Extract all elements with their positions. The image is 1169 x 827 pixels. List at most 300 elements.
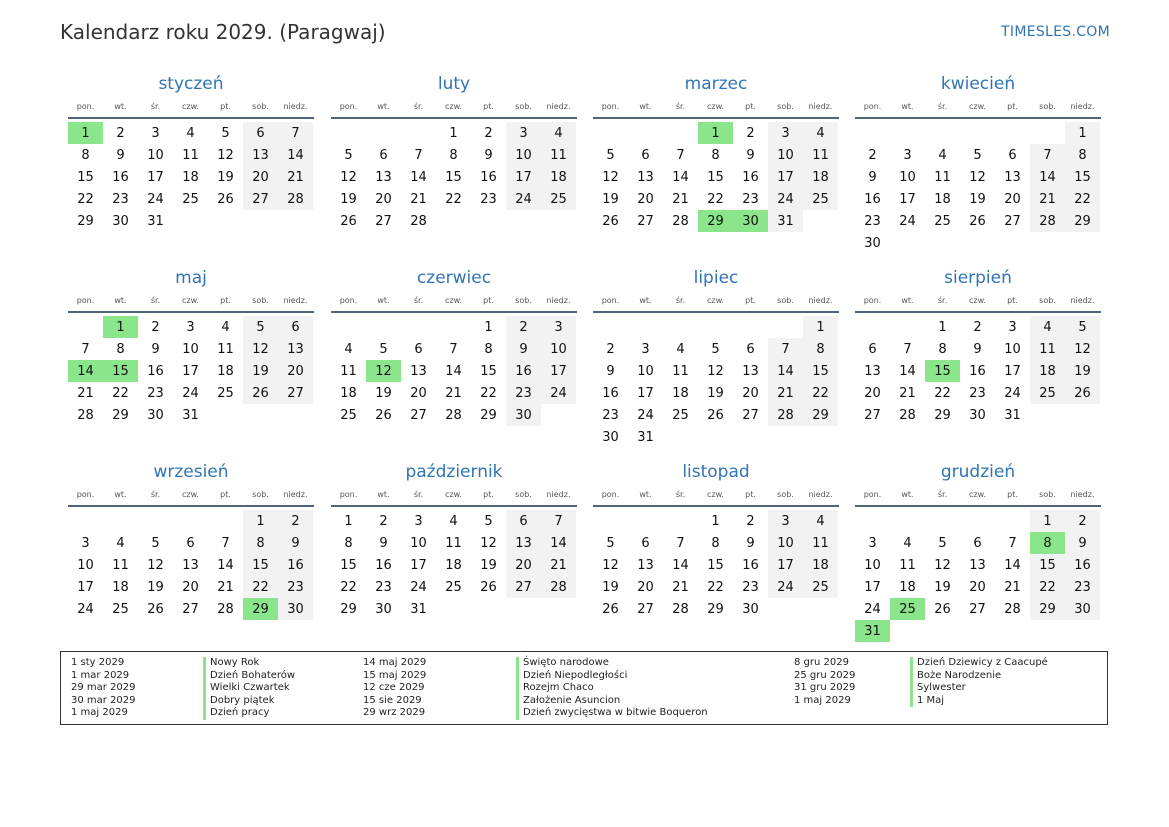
weekday-label: sob.	[515, 295, 532, 305]
day-cell: 10	[637, 363, 654, 379]
day-cell: 10	[541, 338, 576, 360]
day-cell: 23	[480, 191, 497, 207]
day-cell: 22	[445, 191, 462, 207]
empty-cell	[628, 122, 663, 144]
month-name: czerwiec	[416, 268, 492, 288]
weekday-label: sob.	[252, 101, 269, 111]
month-block	[68, 267, 314, 426]
weekday-label: pon.	[76, 101, 95, 111]
day-cell: 24	[768, 576, 803, 598]
weekday-label: sob.	[1039, 101, 1056, 111]
day-cell: 31	[768, 210, 803, 232]
month-name: marzec	[684, 74, 748, 94]
day-cell: 13	[506, 532, 541, 554]
month-name: luty	[437, 74, 471, 94]
day-cell: 3	[414, 513, 423, 529]
day-cell: 22	[340, 579, 357, 595]
day-cell: 12	[707, 363, 724, 379]
weekday-label: pt.	[1007, 489, 1018, 499]
day-cell: 4	[541, 122, 576, 144]
empty-cell	[663, 510, 698, 532]
legend-date: 25 gru 2029	[794, 669, 856, 681]
day-cell: 27	[278, 382, 313, 404]
weekday-label: pon.	[601, 295, 620, 305]
weekday-header	[68, 483, 314, 507]
day-cell: 28	[278, 188, 313, 210]
weekday-label: czw.	[707, 101, 724, 111]
empty-cell	[960, 510, 995, 532]
day-cell: 19	[1065, 360, 1100, 382]
day-cell: 13	[182, 557, 199, 573]
day-cell: 17	[506, 166, 541, 188]
empty-cell	[366, 122, 401, 144]
day-cell: 16	[480, 169, 497, 185]
day-cell: 7	[541, 510, 576, 532]
day-cell: 1	[344, 513, 353, 529]
day-cell: 12	[1065, 338, 1100, 360]
legend-date: 12 cze 2029	[363, 682, 425, 694]
empty-cell	[208, 510, 243, 532]
legend-holiday-name: Wielki Czwartek	[203, 682, 295, 695]
weekday-label: pon.	[863, 489, 882, 499]
day-cell: 30	[864, 235, 881, 251]
month-block	[68, 73, 314, 232]
day-cell: 11	[182, 147, 199, 163]
day-cell: 26	[147, 601, 164, 617]
day-cell: 15	[77, 169, 94, 185]
day-cell: 17	[768, 554, 803, 576]
day-cell: 13	[864, 363, 881, 379]
day-cell: 8	[1065, 144, 1100, 166]
day-cell: 1	[484, 319, 493, 335]
day-cell: 5	[938, 535, 947, 551]
day-cell: 3	[151, 125, 160, 141]
day-cell: 24	[637, 407, 654, 423]
day-cell: 6	[641, 147, 650, 163]
day-cell: 9	[746, 147, 755, 163]
day-cell: 18	[217, 363, 234, 379]
day-cell: 28	[672, 213, 689, 229]
day-cell: 17	[768, 166, 803, 188]
weekday-label: niedz.	[808, 101, 833, 111]
day-cell: 5	[711, 341, 720, 357]
weekday-label: śr.	[150, 489, 161, 499]
day-cell: 18	[672, 385, 689, 401]
day-cell: 21	[672, 579, 689, 595]
weekday-label: sob.	[777, 489, 794, 499]
weekday-label: pt.	[483, 295, 494, 305]
day-cell: 5	[606, 535, 615, 551]
day-cell: 25	[217, 385, 234, 401]
day-cell: 2	[746, 125, 755, 141]
day-cell: 18	[182, 169, 199, 185]
day-cell: 19	[480, 557, 497, 573]
weekday-label: wt.	[377, 295, 390, 305]
day-cell: 2	[484, 125, 493, 141]
day-cell: 20	[742, 385, 759, 401]
legend-names-col-1	[203, 657, 295, 720]
day-cell: 3	[506, 122, 541, 144]
holiday-day-cell: 30	[733, 210, 768, 232]
day-cell: 16	[112, 169, 129, 185]
day-cell: 11	[1030, 338, 1065, 360]
day-cell: 3	[186, 319, 195, 335]
legend-dates-col-2	[363, 657, 426, 720]
day-cell: 15	[340, 557, 357, 573]
month-name: sierpień	[944, 268, 1012, 288]
day-cell: 26	[602, 213, 619, 229]
weekday-label: pt.	[1007, 295, 1018, 305]
day-cell: 18	[541, 166, 576, 188]
weekday-label: pt.	[220, 101, 231, 111]
day-cell: 13	[742, 363, 759, 379]
day-cell: 26	[217, 191, 234, 207]
day-cell: 13	[278, 338, 313, 360]
day-cell: 11	[340, 363, 357, 379]
weekday-label: niedz.	[808, 489, 833, 499]
legend-date: 29 mar 2029	[71, 682, 136, 694]
day-cell: 20	[1004, 191, 1021, 207]
day-cell: 13	[410, 363, 427, 379]
holiday-day-cell: 12	[366, 360, 401, 382]
day-cell: 18	[1030, 360, 1065, 382]
weekday-label: czw.	[445, 489, 462, 499]
day-cell: 13	[243, 144, 278, 166]
day-cell: 5	[606, 147, 615, 163]
day-cell: 24	[410, 579, 427, 595]
month-block	[593, 73, 839, 232]
weekday-label: niedz.	[546, 295, 571, 305]
month-block	[855, 73, 1101, 254]
legend-holiday-name: Dobry piątek	[203, 695, 295, 708]
day-cell: 9	[506, 338, 541, 360]
day-cell: 19	[602, 579, 619, 595]
empty-cell	[366, 316, 401, 338]
day-cell: 14	[541, 532, 576, 554]
day-cell: 6	[379, 147, 388, 163]
day-cell: 11	[934, 169, 951, 185]
month-block	[855, 267, 1101, 426]
day-cell: 4	[116, 535, 125, 551]
weekday-label: śr.	[150, 295, 161, 305]
day-cell: 22	[1030, 576, 1065, 598]
day-cell: 8	[711, 147, 720, 163]
day-cell: 4	[938, 147, 947, 163]
legend-holiday-name: Święto narodowe	[516, 657, 708, 670]
day-cell: 17	[147, 169, 164, 185]
empty-cell	[855, 316, 890, 338]
day-cell: 14	[278, 144, 313, 166]
day-cell: 14	[672, 557, 689, 573]
day-grid	[331, 313, 577, 426]
day-cell: 7	[449, 341, 458, 357]
day-grid	[855, 507, 1101, 642]
day-cell: 14	[1004, 557, 1021, 573]
legend-date: 29 wrz 2029	[363, 707, 426, 719]
day-cell: 2	[151, 319, 160, 335]
weekday-label: niedz.	[1070, 101, 1095, 111]
day-cell: 7	[1008, 535, 1017, 551]
day-grid	[593, 507, 839, 620]
day-cell: 26	[969, 213, 986, 229]
day-cell: 6	[746, 341, 755, 357]
day-cell: 26	[340, 213, 357, 229]
day-cell: 24	[899, 213, 916, 229]
legend-holiday-name: Dzień Niepodległości	[516, 670, 708, 683]
weekday-label: wt.	[901, 101, 914, 111]
day-cell: 2	[116, 125, 125, 141]
legend-dates-col-1	[71, 657, 136, 720]
day-cell: 28	[217, 601, 234, 617]
day-cell: 21	[410, 191, 427, 207]
day-cell: 5	[379, 341, 388, 357]
day-cell: 24	[1004, 385, 1021, 401]
weekday-label: wt.	[901, 295, 914, 305]
weekday-label: śr.	[413, 295, 424, 305]
day-cell: 15	[243, 554, 278, 576]
day-cell: 21	[1030, 188, 1065, 210]
day-cell: 12	[217, 147, 234, 163]
holiday-day-cell: 25	[890, 598, 925, 620]
day-cell: 17	[77, 579, 94, 595]
empty-cell	[733, 316, 768, 338]
weekday-label: sob.	[777, 295, 794, 305]
brand-link[interactable]: TIMESLES.COM	[1001, 24, 1110, 40]
day-cell: 15	[1065, 166, 1100, 188]
day-cell: 28	[1030, 210, 1065, 232]
day-cell: 30	[1065, 598, 1100, 620]
day-cell: 8	[803, 338, 838, 360]
day-cell: 7	[768, 338, 803, 360]
day-cell: 8	[711, 535, 720, 551]
empty-cell	[628, 316, 663, 338]
month-name: grudzień	[940, 462, 1016, 482]
day-cell: 21	[899, 385, 916, 401]
day-cell: 9	[278, 532, 313, 554]
weekday-label: pt.	[745, 489, 756, 499]
day-cell: 29	[934, 407, 951, 423]
holiday-day-cell: 1	[698, 122, 733, 144]
day-cell: 12	[934, 557, 951, 573]
weekday-label: pon.	[863, 295, 882, 305]
weekday-label: pon.	[863, 101, 882, 111]
day-cell: 8	[484, 341, 493, 357]
day-cell: 5	[484, 513, 493, 529]
day-cell: 24	[77, 601, 94, 617]
day-cell: 15	[480, 363, 497, 379]
day-cell: 7	[903, 341, 912, 357]
day-cell: 14	[1030, 166, 1065, 188]
day-cell: 15	[707, 557, 724, 573]
day-cell: 19	[340, 191, 357, 207]
day-cell: 27	[243, 188, 278, 210]
holiday-day-cell: 14	[68, 360, 103, 382]
weekday-label: wt.	[377, 101, 390, 111]
holiday-day-cell: 29	[698, 210, 733, 232]
day-cell: 10	[182, 341, 199, 357]
day-cell: 30	[147, 407, 164, 423]
empty-cell	[331, 122, 366, 144]
day-cell: 11	[672, 363, 689, 379]
day-cell: 20	[506, 554, 541, 576]
weekday-label: sob.	[1039, 489, 1056, 499]
day-cell: 28	[445, 407, 462, 423]
weekday-header	[593, 95, 839, 119]
day-cell: 26	[480, 579, 497, 595]
day-cell: 2	[606, 341, 615, 357]
day-cell: 19	[707, 385, 724, 401]
day-cell: 19	[934, 579, 951, 595]
month-block	[593, 461, 839, 620]
day-cell: 21	[217, 579, 234, 595]
day-cell: 11	[803, 532, 838, 554]
day-cell: 20	[243, 166, 278, 188]
legend-date: 1 sty 2029	[71, 657, 125, 668]
day-cell: 6	[868, 341, 877, 357]
day-cell: 5	[1065, 316, 1100, 338]
weekday-label: czw.	[182, 489, 199, 499]
weekday-label: śr.	[675, 489, 686, 499]
page-title: Kalendarz roku 2029. (Paragwaj)	[60, 20, 386, 44]
day-cell: 9	[868, 169, 877, 185]
day-cell: 5	[344, 147, 353, 163]
holiday-day-cell: 1	[68, 122, 103, 144]
day-cell: 29	[803, 404, 838, 426]
day-cell: 28	[672, 601, 689, 617]
day-cell: 17	[864, 579, 881, 595]
empty-cell	[103, 510, 138, 532]
day-cell: 23	[375, 579, 392, 595]
day-cell: 10	[506, 144, 541, 166]
day-cell: 27	[506, 576, 541, 598]
day-cell: 10	[899, 169, 916, 185]
day-cell: 25	[340, 407, 357, 423]
day-grid	[593, 313, 839, 448]
empty-cell	[995, 510, 1030, 532]
day-cell: 27	[182, 601, 199, 617]
day-cell: 13	[1004, 169, 1021, 185]
legend-holiday-name: Boże Narodzenie	[910, 670, 1048, 683]
weekday-header	[331, 483, 577, 507]
day-cell: 1	[449, 125, 458, 141]
day-cell: 27	[864, 407, 881, 423]
day-cell: 22	[707, 191, 724, 207]
day-cell: 8	[243, 532, 278, 554]
weekday-label: pt.	[1007, 101, 1018, 111]
day-cell: 16	[742, 557, 759, 573]
day-cell: 23	[1065, 576, 1100, 598]
legend-dates-col-3	[794, 657, 855, 707]
empty-cell	[855, 510, 890, 532]
empty-cell	[995, 122, 1030, 144]
empty-cell	[890, 316, 925, 338]
day-cell: 5	[243, 316, 278, 338]
day-cell: 23	[506, 382, 541, 404]
day-cell: 9	[116, 147, 125, 163]
day-cell: 28	[77, 407, 94, 423]
day-cell: 16	[1065, 554, 1100, 576]
weekday-label: wt.	[639, 101, 652, 111]
weekday-label: pt.	[220, 489, 231, 499]
empty-cell	[1030, 122, 1065, 144]
empty-cell	[593, 316, 628, 338]
day-cell: 25	[1030, 382, 1065, 404]
weekday-label: śr.	[937, 489, 948, 499]
weekday-label: sob.	[515, 101, 532, 111]
day-cell: 24	[541, 382, 576, 404]
day-cell: 25	[803, 576, 838, 598]
legend-date: 1 maj 2029	[71, 707, 128, 719]
weekday-label: czw.	[445, 295, 462, 305]
weekday-label: śr.	[675, 101, 686, 111]
day-cell: 3	[541, 316, 576, 338]
legend-date: 30 mar 2029	[71, 694, 136, 706]
day-cell: 2	[868, 147, 877, 163]
weekday-label: niedz.	[1070, 295, 1095, 305]
weekday-label: pon.	[339, 489, 358, 499]
day-cell: 21	[672, 191, 689, 207]
month-name: listopad	[682, 462, 750, 482]
day-cell: 5	[973, 147, 982, 163]
day-cell: 20	[278, 360, 313, 382]
day-cell: 16	[147, 363, 164, 379]
day-cell: 5	[221, 125, 230, 141]
day-cell: 31	[147, 213, 164, 229]
day-cell: 17	[899, 191, 916, 207]
day-cell: 2	[746, 513, 755, 529]
day-grid	[68, 119, 314, 232]
day-cell: 21	[768, 382, 803, 404]
day-cell: 23	[278, 576, 313, 598]
day-cell: 6	[641, 535, 650, 551]
weekday-label: niedz.	[283, 295, 308, 305]
weekday-label: wt.	[377, 489, 390, 499]
weekday-header	[68, 289, 314, 313]
day-cell: 27	[637, 213, 654, 229]
day-cell: 19	[375, 385, 392, 401]
day-cell: 10	[147, 147, 164, 163]
weekday-label: pt.	[220, 295, 231, 305]
day-cell: 7	[278, 122, 313, 144]
legend-holiday-name: Nowy Rok	[203, 657, 295, 670]
holiday-day-cell: 15	[103, 360, 138, 382]
day-cell: 4	[803, 122, 838, 144]
day-cell: 1	[711, 513, 720, 529]
legend-names-col-3	[910, 657, 1048, 707]
day-grid	[331, 507, 577, 620]
day-cell: 13	[637, 169, 654, 185]
empty-cell	[68, 510, 103, 532]
day-cell: 24	[182, 385, 199, 401]
day-cell: 26	[934, 601, 951, 617]
day-cell: 30	[278, 598, 313, 620]
legend-date: 31 gru 2029	[794, 682, 856, 694]
day-cell: 26	[375, 407, 392, 423]
month-name: lipiec	[693, 268, 739, 288]
day-cell: 8	[938, 341, 947, 357]
day-cell: 18	[112, 579, 129, 595]
month-block	[331, 461, 577, 620]
day-cell: 18	[803, 554, 838, 576]
month-block	[331, 73, 577, 232]
day-cell: 3	[768, 510, 803, 532]
weekday-header	[331, 289, 577, 313]
day-cell: 9	[151, 341, 160, 357]
day-cell: 30	[506, 404, 541, 426]
day-cell: 26	[602, 601, 619, 617]
day-cell: 14	[410, 169, 427, 185]
day-cell: 29	[1065, 210, 1100, 232]
